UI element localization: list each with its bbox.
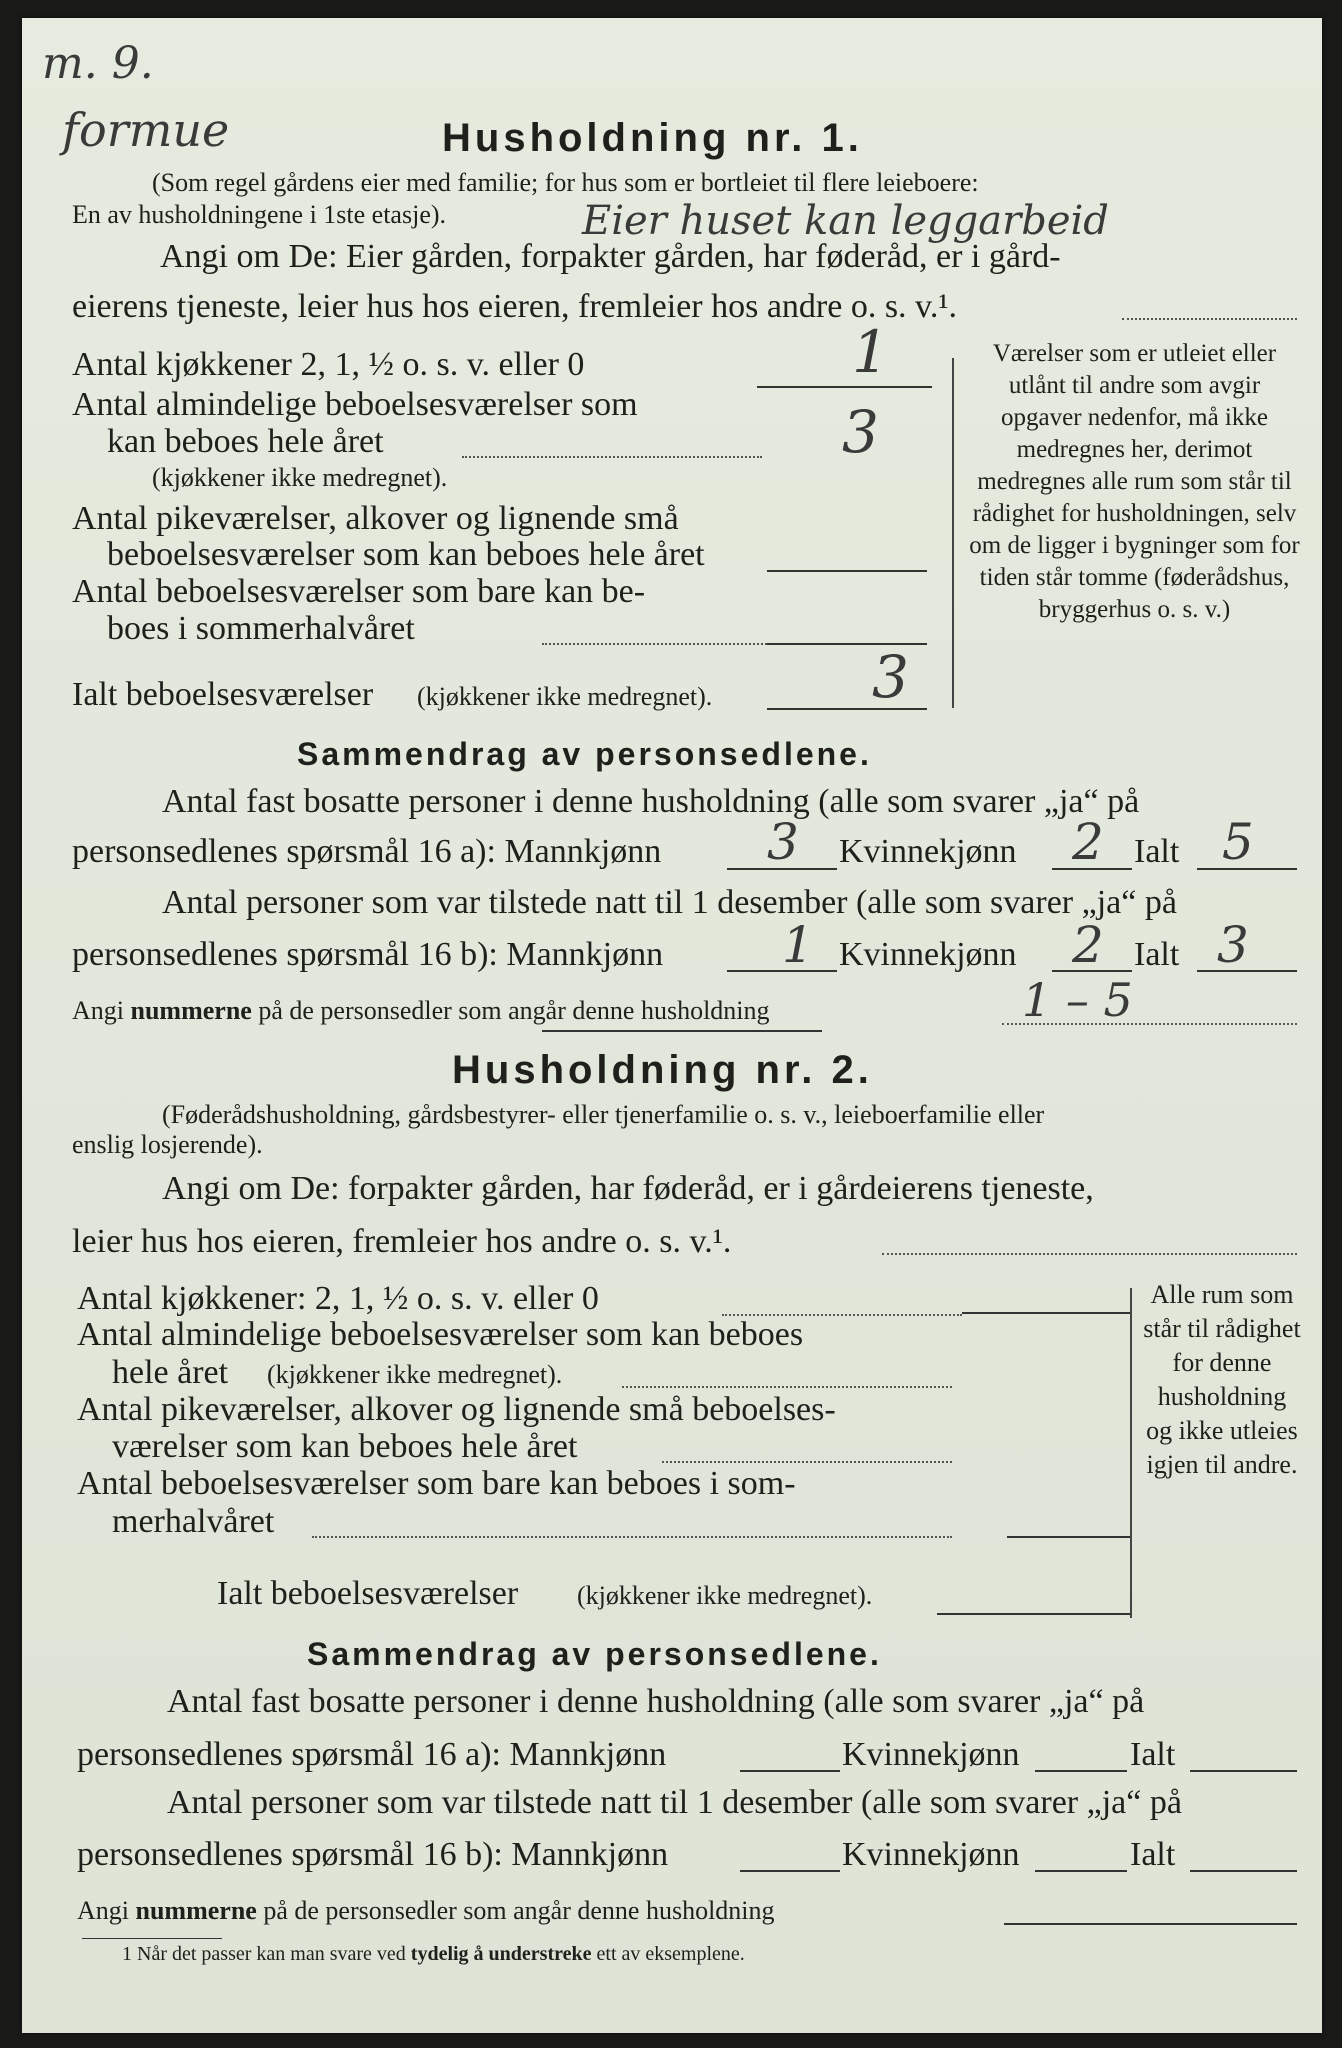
household-2-angi-1: Angi om De: forpakter gården, har føderåd, er i gårdeierens tjeneste, [162,1170,1094,1207]
h2-kitchens-line [962,1312,1132,1314]
h2-total-label: Ialt beboelsesværelser [217,1575,519,1612]
footnote-mark: 1 [122,1943,132,1965]
h2-numbers-post: på de personsedler som angår denne husholdning [263,1896,775,1925]
h1-summer-2: boes i sommerhalvåret [107,610,415,647]
h1-ordinary-dots [462,456,762,458]
h2-present-total-line [1190,1870,1297,1872]
h2-ordinary-note: (kjøkkener ikke medregnet). [267,1360,563,1389]
h1-kitchens-label: Antal kjøkkener 2, 1, ½ o. s. v. eller 0 [72,346,585,383]
h2-summary-present-prefix: personsedlenes spørsmål 16 b): Mannkjønn [77,1836,669,1873]
h1-numbers-post: på de personsedler som angår denne husholdning [258,996,770,1025]
h2-summary-present-line: Antal personer som var tilstede natt til 1 desember (alle som svarer „ja“ på [167,1784,1182,1821]
h1-present-female-value: 2 [1072,916,1104,974]
h2-ordinary-1: Antal almindelige beboelsesværelser som kan beboes [77,1316,804,1353]
household-1-note-1: (Som regel gårdens eier med familie; for hus som er bortleiet til flere leieboere: [152,168,979,197]
h1-ordinary-value: 3 [842,398,879,466]
footnote-rule [82,1938,222,1939]
footnote-bold: tydelig å understreke [410,1943,592,1965]
h2-total-line [937,1613,1132,1615]
h1-fast-total-label: Ialt [1134,833,1180,870]
h1-fast-total-value: 5 [1222,813,1254,871]
h1-present-female-label: Kvinnekjønn [839,936,1017,973]
h1-present-male-value: 1 [782,916,814,974]
h1-numbers-pre: Angi [72,996,124,1025]
household-1-angi-1: Angi om De: Eier gården, forpakter gården, har føderåd, er i gård- [160,238,1061,275]
h2-small-1: Antal pikeværelser, alkover og lignende små beboelses- [77,1391,836,1428]
h2-fast-female-label: Kvinnekjønn [842,1736,1020,1773]
h1-present-total-label: Ialt [1134,936,1180,973]
h1-total-value: 3 [872,643,909,711]
footnote-pre: Når det passer kan man svare ved [137,1943,406,1965]
h1-present-total-value: 3 [1217,916,1249,974]
h2-ordinary-dots [622,1386,952,1388]
h1-numbers-bold: nummerne [130,996,252,1025]
footnote [122,1943,745,1966]
census-form-page [22,18,1322,2033]
h1-small-1: Antal pikeværelser, alkover og lignende små [72,500,679,537]
h2-side-brace [1130,1288,1132,1618]
h1-numbers-line [72,996,770,1026]
h1-small-line [767,570,927,572]
h1-total-line [767,708,927,710]
h2-summer-line [1007,1536,1132,1538]
h2-numbers-bold: nummerne [135,1896,257,1925]
household-1-angi-fill-line [1122,318,1297,320]
h2-side-note: Alle rum som står til rådighet for denne husholdning og ikke utleies igjen til andre. [1143,1280,1301,1479]
h1-summer-1: Antal beboelsesværelser som bare kan be- [72,573,646,610]
section-divider [542,1030,822,1032]
h1-kitchens-value: 1 [852,318,889,386]
h1-summer-dots [542,643,767,645]
h1-ordinary-2: kan beboes hele året [107,423,384,460]
household-1-note-2: En av husholdningene i 1ste etasje). [72,200,447,229]
h1-summary-title: Sammendrag av personsedlene. [297,736,872,772]
h1-total-note: (kjøkkener ikke medregnet). [417,682,713,711]
h2-summary-title: Sammendrag av personsedlene. [307,1636,882,1672]
h2-fast-female-line [1035,1770,1127,1772]
h2-numbers-line [77,1896,775,1926]
h1-summary-present-prefix: personsedlenes spørsmål 16 b): Mannkjønn [72,936,664,973]
h2-fast-total-label: Ialt [1130,1736,1176,1773]
h2-ordinary-2: hele året [112,1354,229,1391]
household-1-angi-answer: Eier huset kan leggarbeid [582,198,1109,244]
h2-present-total-label: Ialt [1130,1836,1176,1873]
h2-present-female-label: Kvinnekjønn [842,1836,1020,1873]
annotation-m9: m. 9. [42,38,154,89]
h2-summary-fast-prefix: personsedlenes spørsmål 16 a): Mannkjønn [77,1736,667,1773]
household-1-title: Husholdning nr. 1. [442,116,863,160]
h1-total-label: Ialt beboelsesværelser [72,676,374,713]
h2-present-male-line [740,1870,840,1872]
h2-fast-total-line [1190,1770,1297,1772]
household-2-note-2: enslig losjerende). [72,1130,263,1159]
annotation-formue: formue [62,103,230,157]
h1-side-note: Værelser som er utleiet eller utlånt til andre som avgir opgaver nedenfor, må ikke medregnes her, derimot medregnes alle rum som står til rådighet for husholdningen, selv om de ligger i bygninger som for tiden står tomme (føderådshus, bryggerhus o. s. v.) [969,340,1300,623]
h2-fast-male-line [740,1770,840,1772]
h2-summer-2: merhalvåret [112,1503,275,1540]
h2-small-2: værelser som kan beboes hele året [112,1428,578,1465]
household-2-angi-2: leier hus hos eieren, fremleier hos andre o. s. v.¹. [72,1223,732,1260]
h1-fast-female-label: Kvinnekjønn [839,833,1017,870]
h1-summary-fast-prefix: personsedlenes spørsmål 16 a): Mannkjønn [72,833,662,870]
h1-fast-female-value: 2 [1072,813,1104,871]
h1-side-brace [952,358,954,708]
h1-ordinary-1: Antal almindelige beboelsesværelser som [72,386,638,423]
h2-summary-fast-line: Antal fast bosatte personer i denne husholdning (alle som svarer „ja“ på [167,1683,1145,1720]
h1-kitchens-line [757,386,932,388]
h1-summary-fast-line: Antal fast bosatte personer i denne husholdning (alle som svarer „ja“ på [162,783,1140,820]
h2-summer-dots [312,1536,952,1538]
household-2-angi-fill-line [882,1253,1297,1255]
h1-ordinary-3: (kjøkkener ikke medregnet). [152,463,448,492]
household-2-note-1: (Føderådshusholdning, gårdsbestyrer- eller tjenerfamilie o. s. v., leieboerfamilie eller [162,1100,1045,1129]
h1-small-2: beboelsesværelser som kan beboes hele året [107,536,705,573]
h2-numbers-pre: Angi [77,1896,129,1925]
household-1-angi-2: eierens tjeneste, leier hus hos eieren, fremleier hos andre o. s. v.¹. [72,288,958,325]
footnote-post: ett av eksemplene. [596,1943,745,1965]
h1-summary-present-line: Antal personer som var tilstede natt til 1 desember (alle som svarer „ja“ på [162,884,1177,921]
household-2-title: Husholdning nr. 2. [452,1048,873,1092]
h2-summer-1: Antal beboelsesværelser som bare kan beboes i som- [77,1465,796,1502]
h2-numbers-line-fill [1004,1923,1297,1925]
h2-present-female-line [1035,1870,1127,1872]
h2-total-note: (kjøkkener ikke medregnet). [577,1581,873,1610]
h2-kitchens-label: Antal kjøkkener: 2, 1, ½ o. s. v. eller 0 [77,1280,599,1317]
h1-numbers-value: 1 – 5 [1022,973,1133,1027]
h2-small-dots [662,1461,952,1463]
h1-fast-male-value: 3 [767,813,799,871]
